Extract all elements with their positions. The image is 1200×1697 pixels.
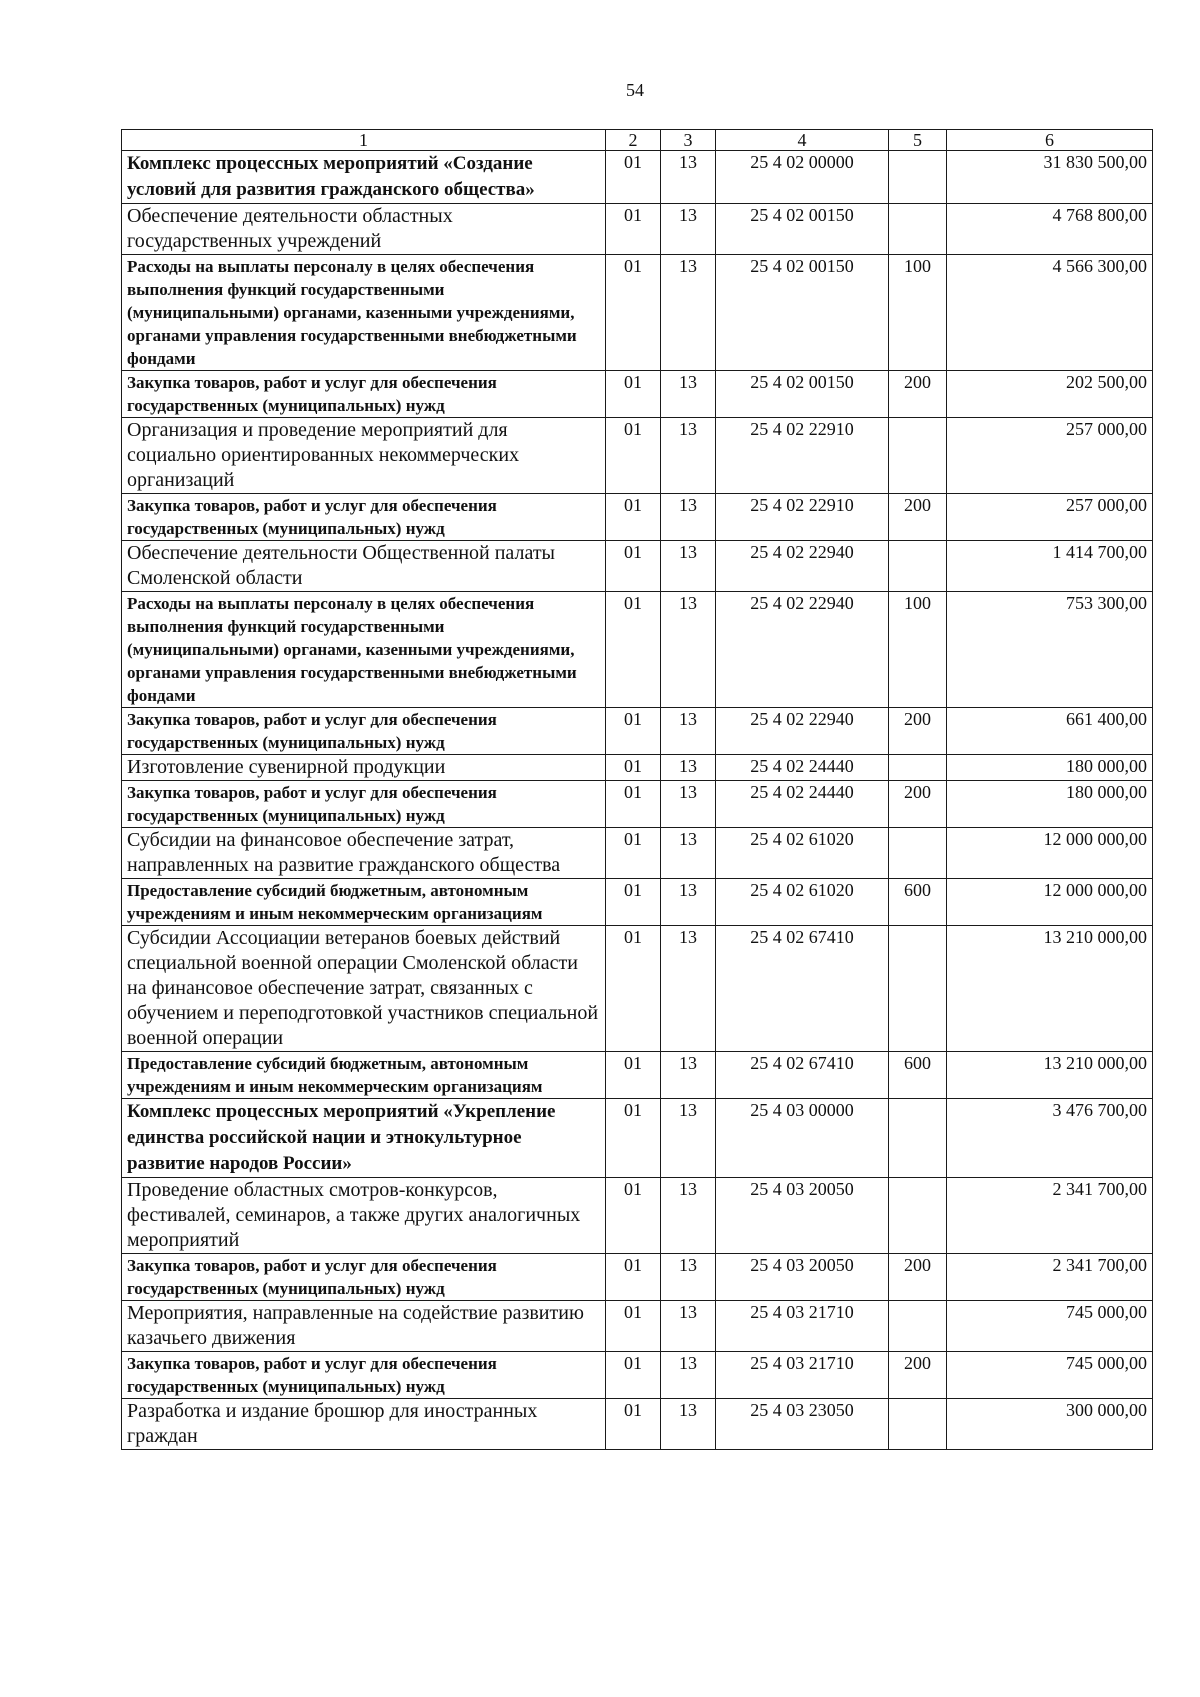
row-target-code-cell: 25 4 02 00150 bbox=[716, 371, 889, 418]
row-amount-cell: 1 414 700,00 bbox=[947, 541, 1153, 592]
row-amount-cell: 3 476 700,00 bbox=[947, 1099, 1153, 1178]
row-target-code-cell: 25 4 02 22940 bbox=[716, 541, 889, 592]
row-section-code-cell: 01 bbox=[606, 255, 661, 371]
row-amount-cell: 180 000,00 bbox=[947, 781, 1153, 828]
table-row bbox=[122, 926, 1153, 1052]
row-subsection-code-cell: 13 bbox=[661, 1254, 716, 1301]
row-amount-cell: 12 000 000,00 bbox=[947, 879, 1153, 926]
table-row bbox=[122, 828, 1153, 879]
row-section-code-cell: 01 bbox=[606, 418, 661, 494]
row-expense-type-cell bbox=[889, 541, 947, 592]
row-amount-cell: 300 000,00 bbox=[947, 1399, 1153, 1450]
row-expense-type-cell bbox=[889, 1099, 947, 1178]
row-name-cell: Закупка товаров, работ и услуг для обеспечения государственных (муниципальных) нужд bbox=[122, 781, 606, 828]
row-target-code-cell: 25 4 02 00150 bbox=[716, 204, 889, 255]
row-subsection-code-cell: 13 bbox=[661, 1052, 716, 1099]
row-section-code-cell: 01 bbox=[606, 151, 661, 204]
table-row bbox=[122, 755, 1153, 781]
table-body bbox=[122, 151, 1153, 1450]
table-row bbox=[122, 204, 1153, 255]
row-name-cell: Закупка товаров, работ и услуг для обеспечения государственных (муниципальных) нужд bbox=[122, 371, 606, 418]
row-name-cell: Предоставление субсидий бюджетным, автономным учреждениям и иным некоммерческим организациям bbox=[122, 1052, 606, 1099]
row-expense-type-cell: 100 bbox=[889, 592, 947, 708]
row-name-cell: Закупка товаров, работ и услуг для обеспечения государственных (муниципальных) нужд bbox=[122, 494, 606, 541]
row-section-code-cell: 01 bbox=[606, 494, 661, 541]
row-expense-type-cell: 200 bbox=[889, 371, 947, 418]
row-section-code-cell: 01 bbox=[606, 1099, 661, 1178]
header-col-6: 6 bbox=[947, 130, 1153, 151]
row-subsection-code-cell: 13 bbox=[661, 204, 716, 255]
row-amount-cell: 180 000,00 bbox=[947, 755, 1153, 781]
row-target-code-cell: 25 4 03 21710 bbox=[716, 1301, 889, 1352]
header-row bbox=[122, 130, 1153, 151]
table-row bbox=[122, 418, 1153, 494]
row-target-code-cell: 25 4 03 23050 bbox=[716, 1399, 889, 1450]
row-section-code-cell: 01 bbox=[606, 592, 661, 708]
row-expense-type-cell bbox=[889, 828, 947, 879]
row-section-code-cell: 01 bbox=[606, 204, 661, 255]
row-target-code-cell: 25 4 02 67410 bbox=[716, 1052, 889, 1099]
row-subsection-code-cell: 13 bbox=[661, 592, 716, 708]
row-amount-cell: 31 830 500,00 bbox=[947, 151, 1153, 204]
row-expense-type-cell bbox=[889, 1301, 947, 1352]
header-col-2: 2 bbox=[606, 130, 661, 151]
row-subsection-code-cell: 13 bbox=[661, 755, 716, 781]
row-target-code-cell: 25 4 02 22940 bbox=[716, 592, 889, 708]
row-section-code-cell: 01 bbox=[606, 781, 661, 828]
row-amount-cell: 753 300,00 bbox=[947, 592, 1153, 708]
row-expense-type-cell bbox=[889, 151, 947, 204]
row-subsection-code-cell: 13 bbox=[661, 781, 716, 828]
row-subsection-code-cell: 13 bbox=[661, 418, 716, 494]
row-amount-cell: 257 000,00 bbox=[947, 494, 1153, 541]
budget-table bbox=[121, 129, 1153, 1450]
row-subsection-code-cell: 13 bbox=[661, 151, 716, 204]
table-row bbox=[122, 1099, 1153, 1178]
row-amount-cell: 4 768 800,00 bbox=[947, 204, 1153, 255]
row-target-code-cell: 25 4 03 20050 bbox=[716, 1178, 889, 1254]
table-row bbox=[122, 1254, 1153, 1301]
row-section-code-cell: 01 bbox=[606, 926, 661, 1052]
row-subsection-code-cell: 13 bbox=[661, 879, 716, 926]
row-expense-type-cell: 200 bbox=[889, 1254, 947, 1301]
row-amount-cell: 13 210 000,00 bbox=[947, 1052, 1153, 1099]
row-expense-type-cell: 100 bbox=[889, 255, 947, 371]
row-target-code-cell: 25 4 02 24440 bbox=[716, 755, 889, 781]
table-row bbox=[122, 151, 1153, 204]
row-target-code-cell: 25 4 03 00000 bbox=[716, 1099, 889, 1178]
row-expense-type-cell: 200 bbox=[889, 1352, 947, 1399]
row-name-cell: Субсидии на финансовое обеспечение затрат, направленных на развитие гражданского общества bbox=[122, 828, 606, 879]
row-amount-cell: 661 400,00 bbox=[947, 708, 1153, 755]
row-name-cell: Субсидии Ассоциации ветеранов боевых действий специальной военной операции Смоленской области на финансовое обеспечение затрат, связанных с обучением и переподготовкой участников специальной военной операции bbox=[122, 926, 606, 1052]
row-section-code-cell: 01 bbox=[606, 1301, 661, 1352]
row-subsection-code-cell: 13 bbox=[661, 926, 716, 1052]
row-expense-type-cell: 200 bbox=[889, 494, 947, 541]
table-row bbox=[122, 1399, 1153, 1450]
row-section-code-cell: 01 bbox=[606, 755, 661, 781]
table-row bbox=[122, 1301, 1153, 1352]
row-amount-cell: 257 000,00 bbox=[947, 418, 1153, 494]
table-row bbox=[122, 592, 1153, 708]
row-target-code-cell: 25 4 02 67410 bbox=[716, 926, 889, 1052]
row-name-cell: Комплекс процессных мероприятий «Создание условий для развития гражданского общества» bbox=[122, 151, 606, 204]
row-amount-cell: 13 210 000,00 bbox=[947, 926, 1153, 1052]
row-target-code-cell: 25 4 02 22910 bbox=[716, 418, 889, 494]
row-target-code-cell: 25 4 02 24440 bbox=[716, 781, 889, 828]
row-name-cell: Разработка и издание брошюр для иностранных граждан bbox=[122, 1399, 606, 1450]
row-name-cell: Предоставление субсидий бюджетным, автономным учреждениям и иным некоммерческим организациям bbox=[122, 879, 606, 926]
row-name-cell: Организация и проведение мероприятий для социально ориентированных некоммерческих организаций bbox=[122, 418, 606, 494]
row-subsection-code-cell: 13 bbox=[661, 1178, 716, 1254]
table-row bbox=[122, 371, 1153, 418]
row-section-code-cell: 01 bbox=[606, 1254, 661, 1301]
row-name-cell: Закупка товаров, работ и услуг для обеспечения государственных (муниципальных) нужд bbox=[122, 1254, 606, 1301]
row-amount-cell: 2 341 700,00 bbox=[947, 1178, 1153, 1254]
row-name-cell: Изготовление сувенирной продукции bbox=[122, 755, 606, 781]
row-amount-cell: 745 000,00 bbox=[947, 1352, 1153, 1399]
row-subsection-code-cell: 13 bbox=[661, 1099, 716, 1178]
row-subsection-code-cell: 13 bbox=[661, 541, 716, 592]
table-row bbox=[122, 781, 1153, 828]
row-subsection-code-cell: 13 bbox=[661, 255, 716, 371]
page-number: 54 bbox=[626, 80, 644, 100]
row-target-code-cell: 25 4 02 00150 bbox=[716, 255, 889, 371]
row-name-cell: Расходы на выплаты персоналу в целях обеспечения выполнения функций государственными (муниципальными) органами, казенными учреждениями, органами управления государственными внебюджетными фондами bbox=[122, 255, 606, 371]
row-subsection-code-cell: 13 bbox=[661, 1352, 716, 1399]
header-col-3: 3 bbox=[661, 130, 716, 151]
table-row bbox=[122, 879, 1153, 926]
row-section-code-cell: 01 bbox=[606, 541, 661, 592]
row-subsection-code-cell: 13 bbox=[661, 1301, 716, 1352]
row-amount-cell: 202 500,00 bbox=[947, 371, 1153, 418]
row-expense-type-cell bbox=[889, 418, 947, 494]
row-target-code-cell: 25 4 03 20050 bbox=[716, 1254, 889, 1301]
row-subsection-code-cell: 13 bbox=[661, 828, 716, 879]
row-target-code-cell: 25 4 02 22910 bbox=[716, 494, 889, 541]
row-target-code-cell: 25 4 02 00000 bbox=[716, 151, 889, 204]
row-target-code-cell: 25 4 02 61020 bbox=[716, 879, 889, 926]
row-expense-type-cell: 200 bbox=[889, 781, 947, 828]
header-col-1: 1 bbox=[122, 130, 606, 151]
table-row bbox=[122, 541, 1153, 592]
row-amount-cell: 4 566 300,00 bbox=[947, 255, 1153, 371]
row-subsection-code-cell: 13 bbox=[661, 494, 716, 541]
row-amount-cell: 12 000 000,00 bbox=[947, 828, 1153, 879]
row-section-code-cell: 01 bbox=[606, 1052, 661, 1099]
row-section-code-cell: 01 bbox=[606, 708, 661, 755]
row-target-code-cell: 25 4 02 22940 bbox=[716, 708, 889, 755]
row-name-cell: Проведение областных смотров-конкурсов, фестивалей, семинаров, а также других аналогичных мероприятий bbox=[122, 1178, 606, 1254]
row-section-code-cell: 01 bbox=[606, 879, 661, 926]
row-name-cell: Мероприятия, направленные на содействие развитию казачьего движения bbox=[122, 1301, 606, 1352]
row-expense-type-cell bbox=[889, 204, 947, 255]
table-row bbox=[122, 1178, 1153, 1254]
row-subsection-code-cell: 13 bbox=[661, 1399, 716, 1450]
row-section-code-cell: 01 bbox=[606, 828, 661, 879]
table-row bbox=[122, 1352, 1153, 1399]
row-section-code-cell: 01 bbox=[606, 1399, 661, 1450]
row-expense-type-cell bbox=[889, 1399, 947, 1450]
row-expense-type-cell: 600 bbox=[889, 1052, 947, 1099]
row-expense-type-cell bbox=[889, 926, 947, 1052]
row-expense-type-cell: 600 bbox=[889, 879, 947, 926]
row-expense-type-cell: 200 bbox=[889, 708, 947, 755]
row-subsection-code-cell: 13 bbox=[661, 708, 716, 755]
row-expense-type-cell bbox=[889, 1178, 947, 1254]
row-name-cell: Закупка товаров, работ и услуг для обеспечения государственных (муниципальных) нужд bbox=[122, 1352, 606, 1399]
row-name-cell: Комплекс процессных мероприятий «Укрепление единства российской нации и этнокультурное развитие народов России» bbox=[122, 1099, 606, 1178]
row-expense-type-cell bbox=[889, 755, 947, 781]
header-col-4: 4 bbox=[716, 130, 889, 151]
row-name-cell: Закупка товаров, работ и услуг для обеспечения государственных (муниципальных) нужд bbox=[122, 708, 606, 755]
row-target-code-cell: 25 4 02 61020 bbox=[716, 828, 889, 879]
table-row bbox=[122, 255, 1153, 371]
row-name-cell: Обеспечение деятельности Общественной палаты Смоленской области bbox=[122, 541, 606, 592]
row-target-code-cell: 25 4 03 21710 bbox=[716, 1352, 889, 1399]
row-amount-cell: 745 000,00 bbox=[947, 1301, 1153, 1352]
row-section-code-cell: 01 bbox=[606, 1352, 661, 1399]
row-section-code-cell: 01 bbox=[606, 371, 661, 418]
row-amount-cell: 2 341 700,00 bbox=[947, 1254, 1153, 1301]
header-col-5: 5 bbox=[889, 130, 947, 151]
table-row bbox=[122, 1052, 1153, 1099]
row-name-cell: Обеспечение деятельности областных государственных учреждений bbox=[122, 204, 606, 255]
row-subsection-code-cell: 13 bbox=[661, 371, 716, 418]
table-row bbox=[122, 708, 1153, 755]
row-name-cell: Расходы на выплаты персоналу в целях обеспечения выполнения функций государственными (муниципальными) органами, казенными учреждениями, органами управления государственными внебюджетными фондами bbox=[122, 592, 606, 708]
table-row bbox=[122, 494, 1153, 541]
row-section-code-cell: 01 bbox=[606, 1178, 661, 1254]
